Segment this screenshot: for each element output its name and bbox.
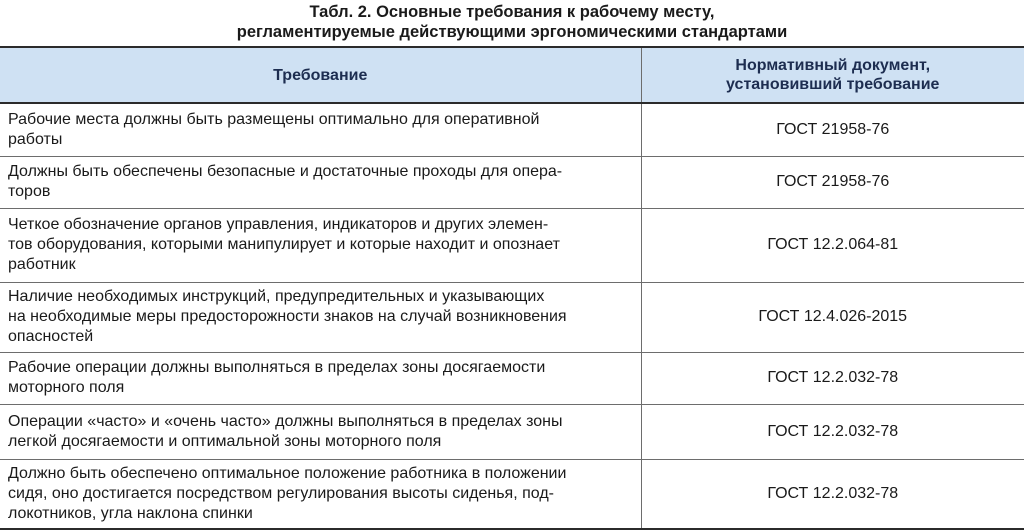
requirement-line: тов оборудования, которыми манипулирует и которые находит и опознает: [8, 236, 560, 253]
requirement-line: Четкое обозначение органов управления, индикаторов и других элемен-: [8, 216, 549, 233]
caption-line-1: Табл. 2. Основные требования к рабочему месту,: [309, 3, 715, 21]
document-cell: ГОСТ 21958-76: [641, 156, 1024, 208]
header-requirement-label: Требование: [273, 66, 368, 84]
table-header-row: [0, 47, 1024, 103]
requirement-line: опасностей: [8, 328, 94, 345]
caption-line-2: регламентируемые действующими эргономическими стандартами: [236, 23, 788, 41]
requirement-line: моторного поля: [8, 379, 125, 396]
requirement-cell: [0, 404, 641, 459]
document-cell: ГОСТ 21958-76: [641, 103, 1024, 156]
requirement-line: Наличие необходимых инструкций, предупредительных и указывающих: [8, 288, 545, 305]
table-row: [0, 459, 1024, 529]
requirement-cell: [0, 459, 641, 529]
requirement-cell: [0, 352, 641, 404]
requirement-line: локотников, угла наклона спинки: [8, 504, 253, 522]
table-caption: [0, 0, 1024, 42]
document-cell: ГОСТ 12.2.032-78: [641, 459, 1024, 529]
table-row: [0, 282, 1024, 352]
requirement-line: на необходимые меры предосторожности знаков на случай возникновения: [8, 308, 567, 325]
document-cell: ГОСТ 12.4.026-2015: [641, 282, 1024, 352]
table-row: [0, 208, 1024, 282]
requirement-line: Должны быть обеспечены безопасные и достаточные проходы для опера-: [8, 163, 563, 180]
requirements-table: [0, 46, 1024, 530]
requirement-cell: [0, 208, 641, 282]
requirement-line: Операции «часто» и «очень часто» должны выполняться в пределах зоны: [8, 412, 563, 430]
requirement-line: Рабочие места должны быть размещены оптимально для оперативной: [8, 110, 540, 128]
requirement-cell: [0, 282, 641, 352]
table-row: [0, 156, 1024, 208]
table-row: [0, 103, 1024, 156]
requirement-line: работник: [8, 256, 76, 273]
header-document-line-2: установивший требование: [726, 76, 940, 93]
document-cell: ГОСТ 12.2.032-78: [641, 352, 1024, 404]
requirement-line: сидя, оно достигается посредством регулирования высоты сиденья, под-: [8, 484, 554, 502]
requirement-line: торов: [8, 183, 51, 200]
document-cell: ГОСТ 12.2.032-78: [641, 404, 1024, 459]
header-document-line-1: Нормативный документ,: [735, 57, 931, 74]
requirement-cell: [0, 103, 641, 156]
table-row: [0, 404, 1024, 459]
header-requirement: [0, 47, 641, 103]
header-document: [641, 47, 1024, 103]
document-cell: ГОСТ 12.2.064-81: [641, 208, 1024, 282]
requirement-cell: [0, 156, 641, 208]
requirement-line: Рабочие операции должны выполняться в пределах зоны досягаемости: [8, 359, 546, 376]
requirement-line: работы: [8, 130, 63, 148]
requirement-line: Должно быть обеспечено оптимальное положение работника в положении: [8, 464, 567, 482]
table-row: [0, 352, 1024, 404]
requirement-line: легкой досягаемости и оптимальной зоны моторного поля: [8, 432, 442, 450]
